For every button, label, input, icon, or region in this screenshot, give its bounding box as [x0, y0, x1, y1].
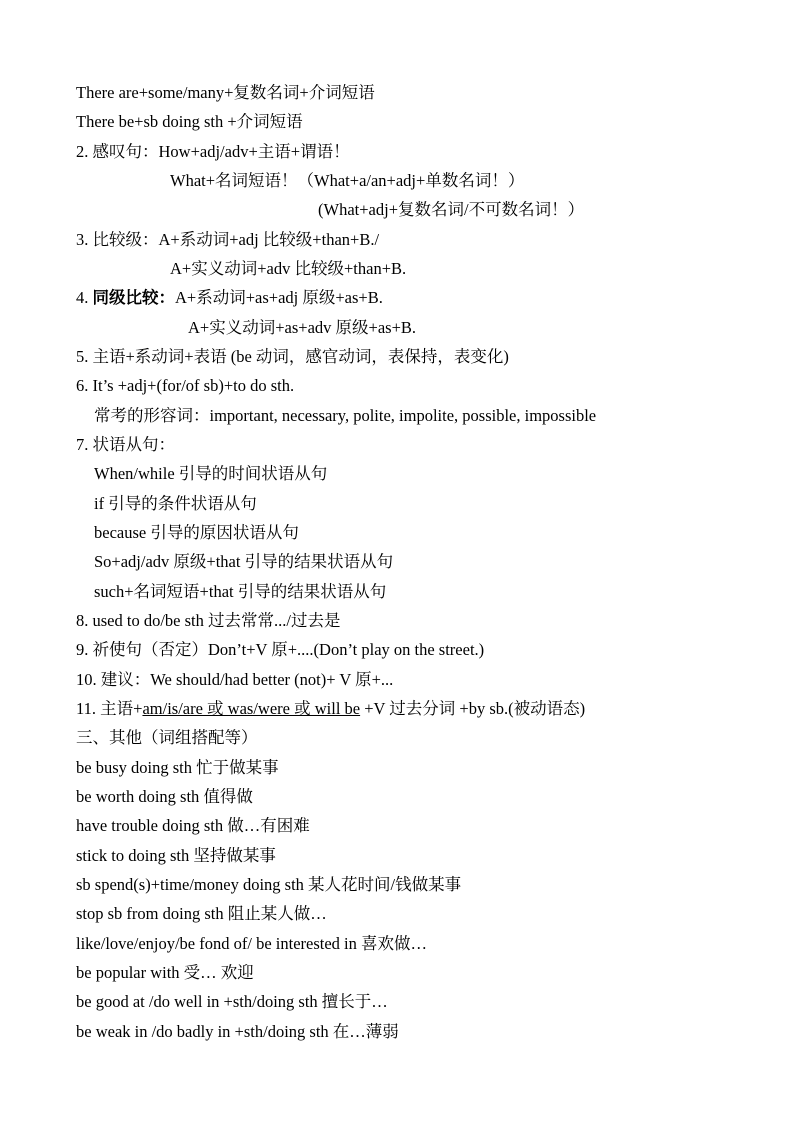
text-line-29: like/love/enjoy/be fond of/ be interested in 喜欢做… — [76, 934, 428, 953]
text-line-19: 8. used to do/be sth 过去常常.../过去是 — [76, 611, 341, 630]
text-line-12: 常考的形容词：important, necessary, polite, impolite, possible, impossible — [94, 406, 597, 425]
text-line-21: 10. 建议：We should/had better (not)+ V 原+... — [76, 670, 394, 689]
text-line-4: What+名词短语！（What+a/an+adj+单数名词！） — [170, 171, 525, 190]
text-line-26: stick to doing sth 坚持做某事 — [76, 846, 276, 865]
bold-heading: 同级比较： — [92, 288, 175, 307]
text-line-16: because 引导的原因状语从句 — [94, 523, 299, 542]
text-line-15: if 引导的条件状语从句 — [94, 494, 257, 513]
line-text: +V 过去分词 +by sb.(被动语态) — [360, 699, 586, 718]
section-heading: 三、其他（词组搭配等） — [76, 728, 258, 747]
text-line-8 — [76, 288, 383, 308]
line-text: A+系动词+as+adj 原级+as+B. — [175, 288, 383, 307]
text-line-13: 7. 状语从句： — [76, 435, 175, 454]
text-line-17: So+adj/adv 原级+that 引导的结果状语从句 — [94, 552, 394, 571]
line-text: 11. 主语+ — [76, 699, 143, 718]
text-line-27: sb spend(s)+time/money doing sth 某人花时间/钱做某事 — [76, 875, 462, 894]
text-line-28: stop sb from doing sth 阻止某人做… — [76, 904, 327, 923]
text-line-3: 2. 感叹句：How+adj/adv+主语+谓语！ — [76, 142, 350, 161]
text-line-20: 9. 祈使句（否定）Don’t+V 原+....(Don’t play on the street.) — [76, 640, 485, 659]
text-line-23: be busy doing sth 忙于做某事 — [76, 758, 279, 777]
text-line-2: There be+sb doing sth +介词短语 — [76, 112, 303, 131]
text-line-22 — [76, 699, 585, 719]
text-line-11: 6. It’s +adj+(for/of sb)+to do sth. — [76, 376, 295, 395]
text-line-32: be weak in /do badly in +sth/doing sth 在…薄弱 — [76, 1022, 399, 1041]
text-line-10: 5. 主语+系动词+表语 (be 动词，感官动词，表保持，表变化) — [76, 347, 509, 366]
text-line-25: have trouble doing sth 做…有困难 — [76, 816, 310, 835]
text-line-6: 3. 比较级：A+系动词+adj 比较级+than+B./ — [76, 230, 380, 249]
text-line-31: be good at /do well in +sth/doing sth 擅长于… — [76, 992, 388, 1011]
text-line-14: When/while 引导的时间状语从句 — [94, 464, 328, 483]
text-line-5: (What+adj+复数名词/不可数名词！） — [318, 200, 585, 219]
text-line-18: such+名词短语+that 引导的结果状语从句 — [94, 582, 387, 601]
text-line-24: be worth doing sth 值得做 — [76, 787, 253, 806]
item-number: 4. — [76, 288, 93, 307]
text-line-30: be popular with 受… 欢迎 — [76, 963, 254, 982]
underlined-text: am/is/are 或 was/were 或 will be — [142, 699, 361, 718]
text-line-7: A+实义动词+adv 比较级+than+B. — [170, 259, 407, 278]
text-line-1: There are+some/many+复数名词+介词短语 — [76, 83, 375, 102]
text-line-9: A+实义动词+as+adv 原级+as+B. — [188, 318, 417, 337]
